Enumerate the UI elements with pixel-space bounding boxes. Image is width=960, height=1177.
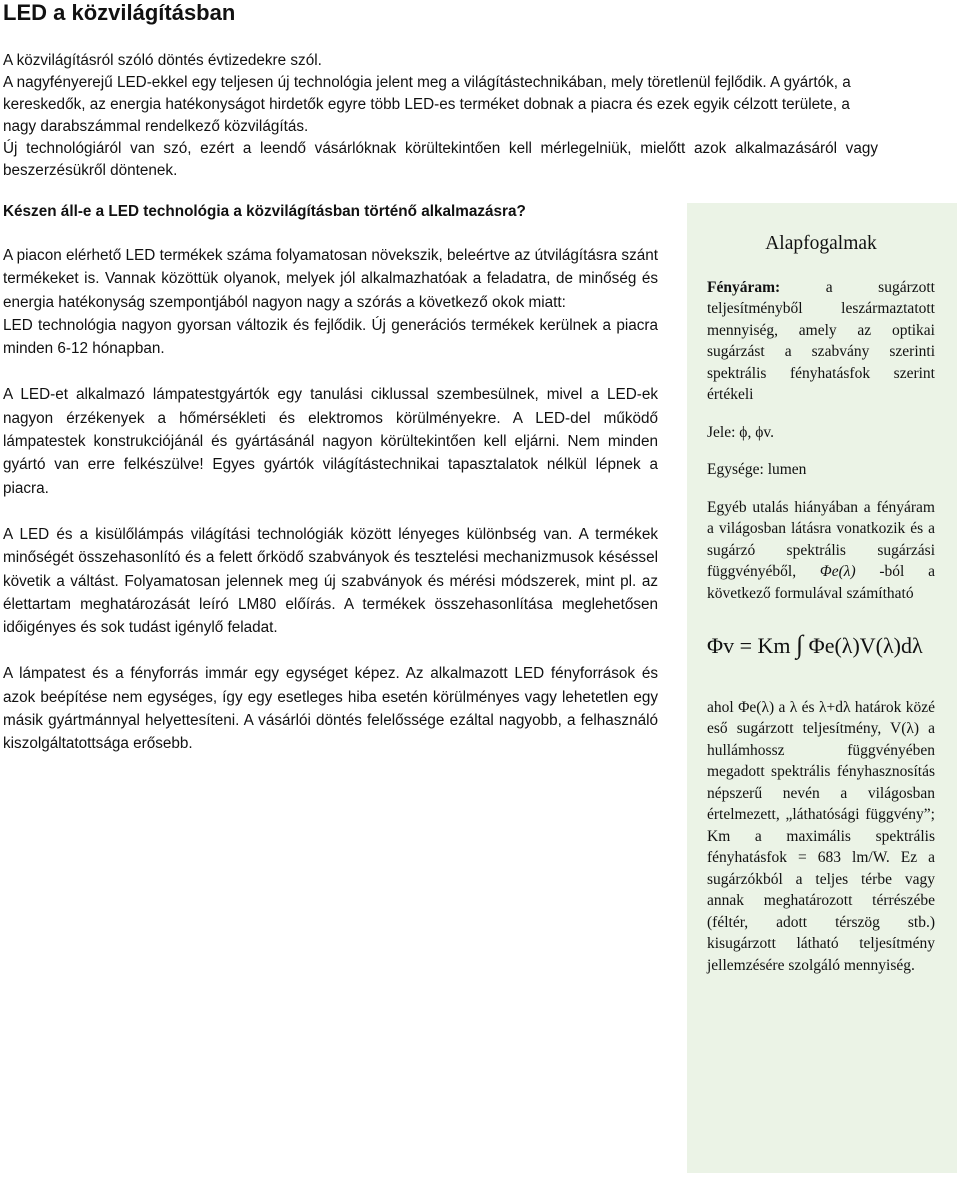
symbol-label: Jele: <box>707 423 736 441</box>
section-heading: Készen áll-e a LED technológia a közvilágításban történő alkalmazásra? <box>3 203 526 220</box>
intro-paragraph-2: A nagyfényerejű LED-ekkel egy teljesen új technológia jelent meg a világítástechnikában, mely töretlenül fejlődik. A gyártók, a kereskedők, az energia hatékonyságot hirdetők egyre több LED-es terméket dobnak a piacra és ezek egyik célzott területe, a nagy darabszámmal rendelkező közvilágítás. <box>3 74 851 135</box>
definition-paragraph <box>707 277 935 406</box>
intro-paragraph-1: A közvilágításról szóló döntés évtizedekre szól. <box>3 52 322 69</box>
intro-section <box>3 50 878 182</box>
formula-intro-after: -ból a következő formulával számítható <box>707 563 936 602</box>
formula-explanation: ahol Φe(λ) a λ és λ+dλ határok közé eső sugárzott teljesítmény, V(λ) a hullámhossz függvényében megadott spektrális fényhasznosítás népszerű nevén a világosban értelmezett, „láthatósági függvény”; Km a maximális spektrális fényhatásfok = 683 lm/W. Ez a sugárzókból a teljes térbe vagy annak meghatározott térrészébe (féltér, adott térszög stb.) kisugárzott látható teljesítmény jellemzésére szolgáló mennyiség. <box>707 698 935 974</box>
sidebar-title: Alapfogalmak <box>765 233 877 254</box>
main-text <box>3 244 658 779</box>
body-paragraph-2: A LED-et alkalmazó lámpatestgyártók egy tanulási ciklussal szembesülnek, mivel a LED-ek nagyon érzékenyek a hőmérsékleti és elektromos körülményekre. A LED-del működő lámpatestek konstrukciójánál és gyártásánál nagyon körültekintően kell eljárni. Nem minden gyártó van erre felkészülve! Egyes gyártók világítástechnikai tapasztalatok nélkül lépnek a piacra. <box>3 386 658 497</box>
luminous-flux-formula <box>707 630 935 659</box>
body-paragraph-1: A piacon elérhető LED termékek száma folyamatosan növekszik, beleértve az útvilágításra szánt termékeket is. Vannak közöttük olyanok, melyek jól alkalmazhatóak a feladatra, de minőség és energia hatékonyság szempontjából nagyon nagy a szórás a következő okok miatt: <box>3 247 658 311</box>
body-paragraph-4: A lámpatest és a fényforrás immár egy egységet képez. Az alkalmazott LED fényforrások és azok beépítése nem egységes, így egy esetleges hiba esetén körülményes vagy lehetetlen egy másik gyártmánnyal helyettesíteni. A vásárlói döntés felelőssége ezáltal nagyobb, a felhasználó kiszolgáltatottsága erősebb. <box>3 665 658 753</box>
formula-intro-before: Egyéb utalás hiányában a fényáram a világosban látásra vonatkozik és a sugárzó spektrális sugárzási függvényéből, <box>707 498 935 580</box>
intro-paragraph-3: Új technológiáról van szó, ezért a leendő vásárlóknak körültekintően kell mérlegelniük, mielőtt azok alkalmazásáról vagy beszerzésükről döntenek. <box>3 140 878 179</box>
integral-sign: ∫ <box>796 630 804 659</box>
formula-intro <box>707 497 935 605</box>
definition-term: Fényáram: <box>707 278 781 296</box>
body-paragraph-3: A LED és a kisülőlámpás világítási technológiák között lényeges különbség van. A termékek minőségét összehasonlító és a felett őrködő szabványok és tesztelési mechanizmusok késéssel követik a váltást. Folyamatosan jelennek meg új szabványok és mérési módszerek, mint pl. az élettartam meghatározását leíró LM80 előírás. A termékek összehasonlítása meglehetősen időigényes és sok tudást igénylő feladat. <box>3 525 658 637</box>
page-title: LED a közvilágításban <box>3 0 236 25</box>
phi-e-symbol: Φe(λ) <box>819 563 856 580</box>
formula-lhs: Φv = Km <box>707 633 791 658</box>
symbol-line <box>707 422 935 444</box>
definitions-sidebar <box>687 203 957 1173</box>
definition-text: a sugárzott teljesítményből leszármaztatott mennyiség, amely az optikai sugárzást a szabvány szerinti spektrális fényhatásfok szerint értékeli <box>707 278 935 403</box>
body-paragraph-1b: LED technológia nagyon gyorsan változik és fejlődik. Új generációs termékek kerülnek a piacra minden 6-12 hónapban. <box>3 316 658 358</box>
unit-line: Egysége: lumen <box>707 461 807 478</box>
symbol-value: ϕ, ϕv. <box>739 423 774 441</box>
formula-rhs: Φe(λ)V(λ)dλ <box>808 633 923 658</box>
